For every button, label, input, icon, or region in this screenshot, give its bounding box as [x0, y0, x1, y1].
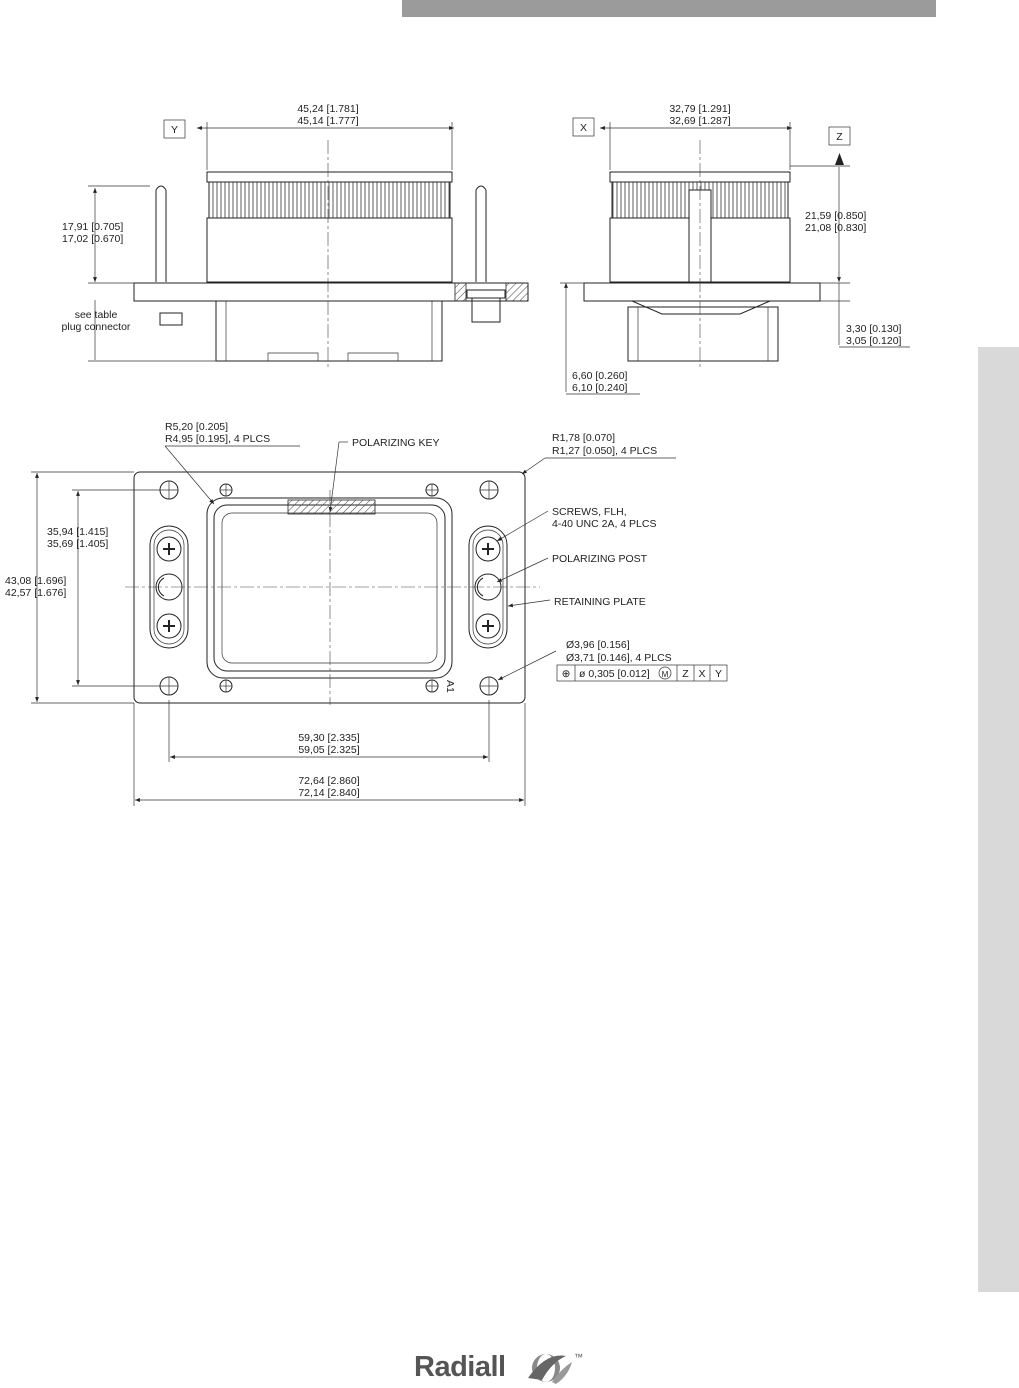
plate-radius-dim-max: R1,78 [0.070]: [552, 432, 616, 444]
overall-width-dim-min: 72,14 [2.840]: [298, 787, 360, 799]
mounting-hole: [160, 481, 178, 499]
datum-ref-x: X: [698, 668, 706, 680]
receptacle-outline: [207, 498, 452, 678]
contact-marker: A1: [444, 680, 456, 693]
height-dim-right-min: 21,08 [0.830]: [805, 222, 867, 234]
right-side-view: [560, 103, 910, 394]
datum-z-label: Z: [836, 131, 843, 143]
mmc-symbol: M: [661, 670, 669, 679]
screw: [476, 614, 500, 638]
overall-width-dim-max: 72,64 [2.860]: [298, 775, 360, 787]
small-hole: [220, 680, 232, 692]
base-dim-max: 6,60 [0.260]: [572, 370, 628, 382]
corner-radius-dim-min: R4,95 [0.195], 4 PLCS: [165, 433, 271, 445]
trademark-symbol: ™: [574, 1352, 583, 1362]
screw: [157, 537, 181, 561]
radiall-logo: [414, 1348, 594, 1388]
corner-radius-dim-max: R5,20 [0.205]: [165, 421, 229, 433]
plate-radius-dim-min: R1,27 [0.050], 4 PLCS: [552, 445, 658, 457]
left-side-view: [62, 103, 528, 368]
datum-ref-z: Z: [682, 668, 689, 680]
tolerance-value: ø 0,305 [0.012]: [579, 668, 650, 680]
guide-pin-right: [476, 186, 486, 282]
mounting-hole: [160, 677, 178, 695]
base-dim-min: 6,10 [0.240]: [572, 382, 628, 394]
mounting-hole: [480, 677, 498, 695]
screws-label-2: 4-40 UNC 2A, 4 PLCS: [552, 518, 657, 530]
height-dim-min: 17,02 [0.670]: [62, 233, 124, 245]
width-dim-max: 45,24 [1.781]: [297, 103, 359, 115]
datum-y-label: Y: [170, 124, 179, 136]
width-dim-right-max: 32,79 [1.291]: [669, 103, 731, 115]
hole-spacing-dim-max: 59,30 [2.335]: [298, 732, 360, 744]
inner-height-dim-max: 35,94 [1.415]: [47, 526, 109, 538]
height-dim-right-max: 21,59 [0.850]: [805, 210, 867, 222]
small-hole: [426, 680, 438, 692]
guide-pin-left: [156, 186, 166, 282]
datum-ref-y: Y: [714, 668, 723, 680]
note-line-2: plug connector: [61, 321, 131, 333]
small-hole: [220, 484, 232, 496]
outer-height-dim-max: 43,08 [1.696]: [5, 575, 67, 587]
mounting-hole: [480, 481, 498, 499]
note-line-1: see table: [74, 309, 118, 321]
hole-dim-min: Ø3,71 [0.146], 4 PLCS: [566, 652, 672, 664]
flange-dim-min: 3,05 [0.120]: [846, 335, 902, 347]
outer-height-dim-min: 42,57 [1.676]: [5, 587, 67, 599]
small-hole: [426, 484, 438, 496]
connector-body: [207, 218, 452, 282]
logo-mark-icon: [522, 1348, 578, 1386]
flange-dim-max: 3,30 [0.130]: [846, 323, 902, 335]
hole-spacing-dim-min: 59,05 [2.325]: [298, 744, 360, 756]
tolerance-frame: [557, 665, 727, 681]
screw: [157, 614, 181, 638]
polarizing-key-label: POLARIZING KEY: [352, 437, 440, 449]
width-dim-right-min: 32,69 [1.287]: [669, 115, 731, 127]
screws-label-1: SCREWS, FLH,: [552, 506, 627, 518]
datum-x-label: X: [579, 122, 588, 134]
knurled-nut: [209, 182, 450, 218]
position-symbol: ⊕: [561, 668, 571, 680]
inner-height-dim-min: 35,69 [1.405]: [47, 538, 109, 550]
polarizing-post-label: POLARIZING POST: [552, 553, 648, 565]
logo-text: Radiall: [414, 1351, 506, 1383]
width-dim-min: 45,14 [1.777]: [297, 115, 359, 127]
screw: [476, 537, 500, 561]
lower-body: [216, 301, 442, 361]
height-dim-max: 17,91 [0.705]: [62, 221, 124, 233]
hole-dim-max: Ø3,96 [0.156]: [566, 639, 630, 651]
plan-view: [5, 421, 727, 806]
retaining-plate-label: RETAINING PLATE: [554, 596, 646, 608]
